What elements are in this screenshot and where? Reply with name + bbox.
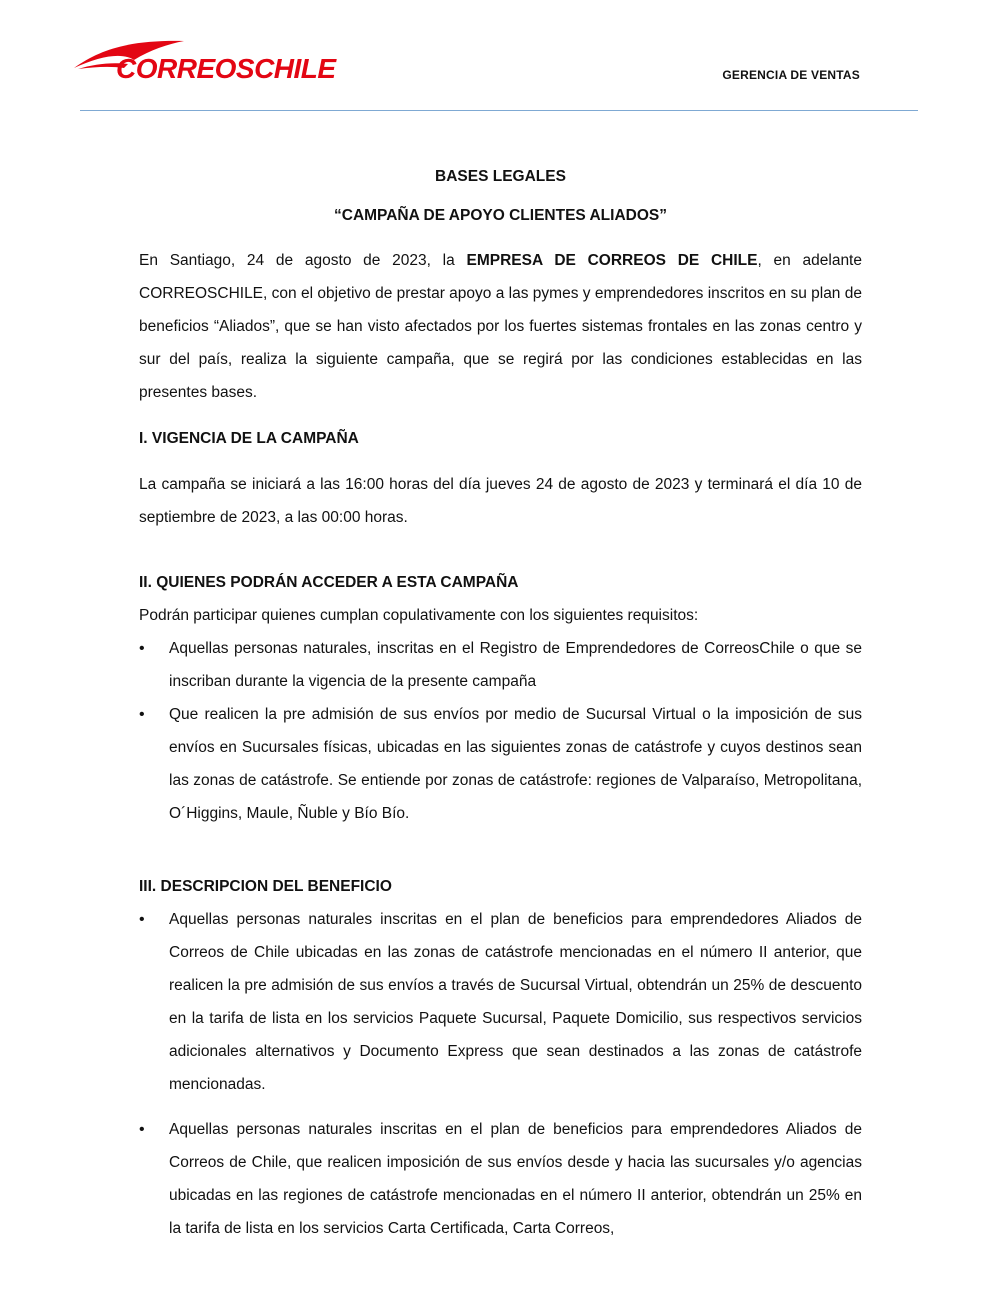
- header-divider: [80, 110, 918, 111]
- section-3-heading: III. DESCRIPCION DEL BENEFICIO: [139, 878, 392, 895]
- list-item: • Aquellas personas naturales, inscritas en el Registro de Emprendedores de CorreosChile o que se inscriban durante la vigencia de la presente campaña: [139, 632, 862, 698]
- svg-text:CORREOSCHILE: CORREOSCHILE: [116, 53, 336, 84]
- doc-title: BASES LEGALES: [435, 168, 566, 185]
- intro-company-name: EMPRESA DE CORREOS DE CHILE: [466, 252, 758, 269]
- section-1-text: La campaña se iniciará a las 16:00 horas del día jueves 24 de agosto de 2023 y terminará el día 10 de septiembre de 2023, a las 00:00 horas.: [139, 476, 862, 526]
- correoschile-logo: [72, 38, 352, 84]
- list-item: • Que realicen la pre admisión de sus envíos por medio de Sucursal Virtual o la imposición de sus envíos en Sucursales físicas, ubicadas en las siguientes zonas de catástrofe y cuyos destinos sean las zonas de catástrofe. Se entiende por zonas de catástrofe: regiones de Valparaíso, Metropolitana, O´Higgins, Maule, Ñuble y Bío Bío.: [139, 698, 862, 830]
- section-2-lead: Podrán participar quienes cumplan copulativamente con los siguientes requisitos:: [139, 607, 699, 624]
- document-body: [139, 160, 862, 1245]
- intro-paragraph: [139, 244, 862, 409]
- doc-subtitle: “CAMPAÑA DE APOYO CLIENTES ALIADOS”: [334, 207, 667, 224]
- list-item: • Aquellas personas naturales inscritas en el plan de beneficios para emprendedores Aliados de Correos de Chile ubicadas en las zonas de catástrofe mencionadas en el número II anterior, que realicen la pre admisión de sus envíos a través de Sucursal Virtual, obtendrán un 25% de descuento en la tarifa de lista en los servicios Paquete Sucursal, Paquete Domicilio, sus respectivos servicios adicionales alternativos y Documento Express que sean destinados a las zonas de catástrofe mencionadas.: [139, 903, 862, 1101]
- department-label: GERENCIA DE VENTAS: [722, 68, 860, 82]
- section-1-heading: I. VIGENCIA DE LA CAMPAÑA: [139, 430, 359, 447]
- section-2-list: [139, 632, 862, 830]
- section-2-heading: II. QUIENES PODRÁN ACCEDER A ESTA CAMPAÑA: [139, 574, 519, 591]
- intro-text-a: En Santiago, 24 de agosto de 2023, la: [139, 252, 467, 269]
- list-item: • Aquellas personas naturales inscritas en el plan de beneficios para emprendedores Aliados de Correos de Chile, que realicen imposición de sus envíos desde y hacia las sucursales y/o agencias ubicadas en las regiones de catástrofe mencionadas en el número II anterior, obtendrán un 25% en la tarifa de lista en los servicios Carta Certificada, Carta Correos,: [139, 1113, 862, 1245]
- section-3-list: [139, 903, 862, 1245]
- intro-text-b: , en adelante CORREOSCHILE, con el objetivo de prestar apoyo a las pymes y emprendedores inscritos en su plan de beneficios “Aliados”, que se han visto afectados por los fuertes sistemas frontales en las zonas centro y sur del país, realiza la siguiente campaña, que se regirá por las condiciones establecidas en las presentes bases.: [139, 252, 862, 401]
